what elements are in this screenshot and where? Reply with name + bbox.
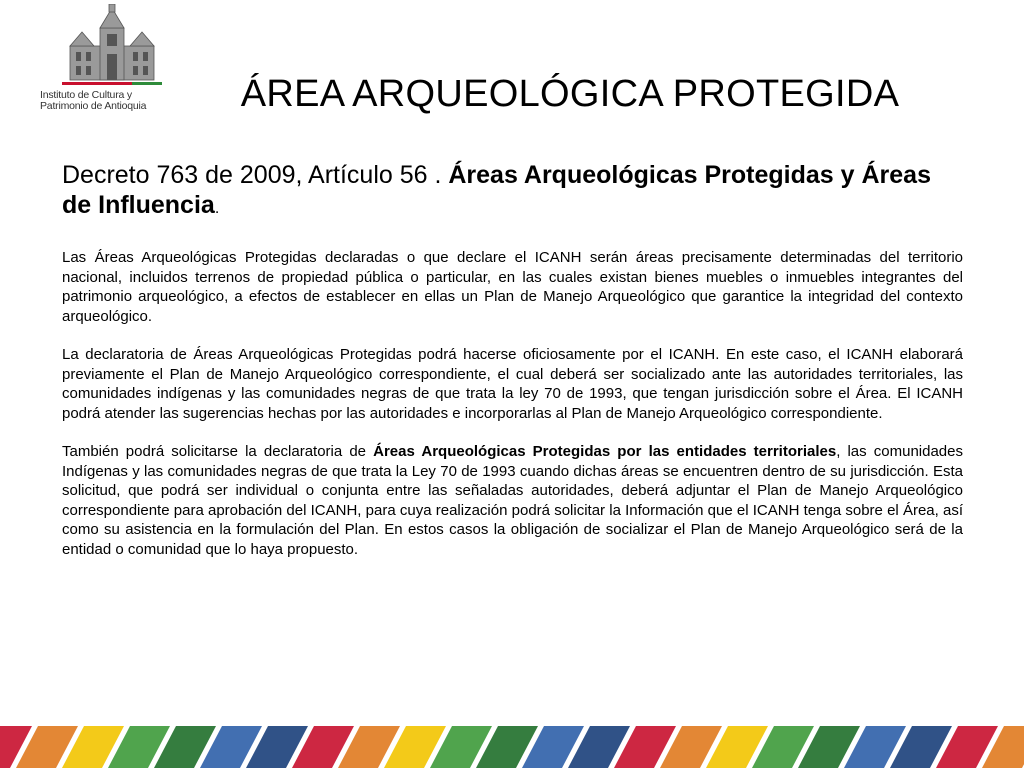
slide-content (62, 160, 963, 578)
decorative-stripe-bar (0, 726, 1024, 768)
decree-period: . (214, 200, 220, 217)
slide-title: ÁREA ARQUEOLÓGICA PROTEGIDA (240, 73, 900, 115)
logo-line-2: Patrimonio de Antioquia (40, 100, 147, 112)
decree-heading (62, 160, 963, 224)
building-icon (62, 4, 162, 88)
paragraph-2: La declaratoria de Áreas Arqueológicas Protegidas podrá hacerse oficiosamente por el ICANH. En este caso, el ICANH elaborará previamente el Plan de Manejo Arqueológico correspondiente, el cual deberá ser socializado ante las autoridades territoriales, las comunidades indígenas y las comunidades negras de que trata la ley 70 de 1993, que tengan jurisdicción sobre el Área. El ICANH podrá atender las sugerencias hechas por las autoridades e incorporarlas al Plan de Manejo Arqueológico correspondiente. (62, 346, 963, 422)
paragraph-3 (62, 442, 963, 559)
institute-logo (40, 4, 185, 122)
paragraph-3-start: También podrá solicitarse la declaratoria de (62, 443, 374, 460)
paragraph-3-end: , las comunidades Indígenas y las comunidades negras de que trata la Ley 70 de 1993 cuando dichas áreas se encuentren dentro de su jurisdicción. Esta solicitud, que podrá ser individual o conjunta entre las señaladas autoridades, deberá adjuntar el Plan de Manejo Arqueológico correspondiente para aprobación del ICANH, para cuya realización podrá solicitar la Información que el ICANH tenga sobre el Área, así como su asistencia en la formulación del Plan. En estos casos la obligación de socializar el Plan de Manejo Arqueológico será de la entidad o comunidad que lo haya propuesto. (62, 443, 963, 558)
decree-topic: Áreas Arqueológicas Protegidas y Áreas de Influencia (62, 161, 931, 219)
paragraph-3-bold: Áreas Arqueológicas Protegidas por las entidades territoriales (373, 443, 837, 460)
decree-reference: Decreto 763 de 2009, Artículo 56 . (62, 161, 449, 189)
paragraph-1: Las Áreas Arqueológicas Protegidas declaradas o que declare el ICANH serán áreas precisamente determinadas del territorio nacional, incluidos terrenos de propiedad pública o particular, en las cuales existan bienes muebles o inmuebles integrantes del patrimonio arqueológico, a efectos de establecer en ellas un Plan de Manejo Arqueológico que garantice la integridad del contexto arqueológico. (62, 249, 963, 325)
logo-line-1: Instituto de Cultura y (40, 89, 132, 101)
